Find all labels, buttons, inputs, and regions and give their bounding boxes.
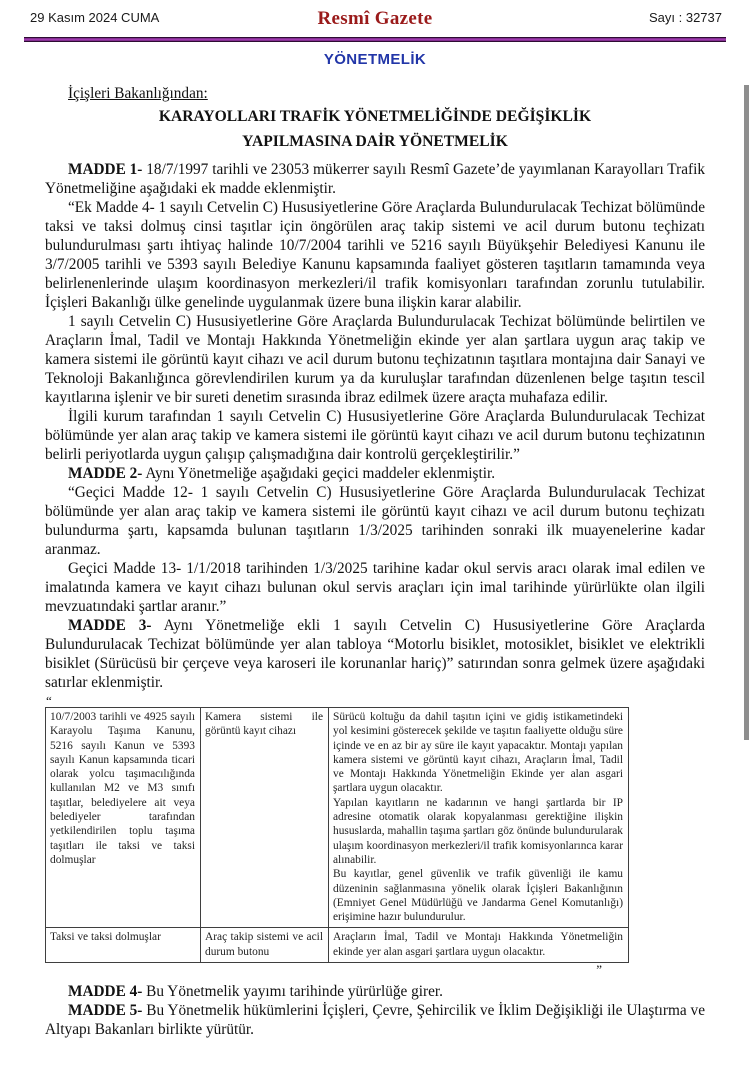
- article-label: MADDE 1-: [68, 161, 143, 178]
- paragraph-text: Bu Yönetmelik yayımı tarihinde yürürlüğe girer.: [142, 983, 443, 1001]
- vertical-scrollbar-thumb[interactable]: [744, 85, 749, 740]
- document-title-line-1: KARAYOLLARI TRAFİK YÖNETMELİĞİNDE DEĞİŞİKLİK: [158, 108, 592, 125]
- paragraph-gecici-12: [45, 483, 705, 559]
- paragraph-ek-madde-4: [45, 198, 705, 312]
- article-label: MADDE 4-: [68, 983, 143, 1001]
- paragraph-text: Aynı Yönetmeliğe aşağıdaki geçici maddeler eklenmiştir.: [142, 465, 496, 482]
- paragraph-madde-3: [45, 616, 705, 692]
- article-label: MADDE 3-: [68, 617, 152, 634]
- condition-paragraph: Bu kayıtlar, genel güvenlik ve trafik güvenliği ile kamu düzeninin sağlanmasına yönelik olarak İçişleri Bakanlığının (Emniyet Genel Müdürlüğü ve Jandarma Genel Komutanlığı) erişimine hazır bulundurulur.: [333, 868, 623, 924]
- article-label: MADDE 2-: [68, 465, 143, 482]
- paragraph-madde-2: [45, 464, 705, 483]
- document-body: [45, 84, 705, 692]
- conditions-cell: [329, 928, 629, 963]
- equipment-cell: Araç takip sistemi ve acil durum butonu: [201, 928, 329, 963]
- table-open-quote-mark: “: [46, 693, 52, 708]
- equipment-table: [45, 707, 629, 963]
- gazette-header: [0, 0, 750, 30]
- condition-paragraph: Sürücü koltuğu da dahil taşıtın içini ve gidiş istikametindeki yol kesimini gösterecek şekilde ve taşıtın faaliyette olduğu süre içinde ve en az bir ay süre ile kayıt yapacaktır. Montajı yapılan kamera sistemi ve görüntü kayıt cihazı, Araçların İmal, Tadil ve Montajı Hakkında Yönetmeliğin Ekinde yer alan asgari şartlara uygun olacaktır.: [333, 711, 623, 795]
- article-label: MADDE 5-: [68, 1002, 143, 1020]
- paragraph-madde-5: [45, 1001, 705, 1039]
- article-paragraphs: [45, 160, 705, 692]
- paragraph-text: İlgili kurum tarafından 1 sayılı Cetvelin C) Hususiyetlerine Göre Araçlarda Bulundurulacak Techizat bölümünde yer alan araç takip ve kamera sistemi ile görüntü kayıt cihazı ve acil durum butonu teçhizatının belirli periyotlarda uygun çalışıp çalışmadığına dair kontrolü gerçekleştirilir.”: [45, 408, 705, 463]
- table-close-quote-mark: ”: [596, 962, 602, 978]
- masthead-separator-rule: [24, 37, 726, 42]
- table-row-bus-taxi: [46, 708, 629, 928]
- vehicle-cell: Taksi ve taksi dolmuşlar: [46, 928, 201, 963]
- paragraph-text: Geçici Madde 13- 1/1/2018 tarihinden 1/3/2025 tarihine kadar okul servis aracı olarak imal edilen ve imalatında kamera ve kayıt cihazı bulunan okul servis araçları için imal tarihinde yürürlükte olan ilgili mevzuatındaki şartlar aranır.”: [45, 560, 705, 615]
- paragraph-cetvel: [45, 312, 705, 407]
- vehicle-cell: 10/7/2003 tarihli ve 4925 sayılı Karayolu Taşıma Kanunu, 5216 sayılı Kanun ve 5393 sayılı Kanun kapsamında ticari olarak yolcu taşımacılığında kullanılan M2 ve M3 sınıfı taşıtlar, belediyelere ait veya belediyeler tarafından yetkilendirilen toplu taşıma taşıtları ile taksi ve taksi dolmuşlar: [46, 708, 201, 928]
- condition-paragraph: Araçların İmal, Tadil ve Montajı Hakkında Yönetmeliğin ekinde yer alan asgari şartlara uygun olacaktır.: [333, 931, 623, 958]
- closing-articles: [45, 982, 705, 1039]
- paragraph-text: Bu Yönetmelik hükümlerini İçişleri, Çevre, Şehircilik ve İklim Değişikliği ile Ulaştırma ve Altyapı Bakanları birlikte yürütür.: [45, 1002, 705, 1039]
- paragraph-text: “Ek Madde 4- 1 sayılı Cetvelin C) Hususiyetlerine Göre Araçlarda Bulundurulacak Techizat bölümünde taksi ve taksi dolmuş cinsi taşıtlar için öngörülen araç takip sistemi ve acil durum butonu teçhizatı bulundurulması şartı ihtiyaç halinde 10/7/2004 tarihli ve 5216 sayılı Büyükşehir Belediyesi Kanunu ile 3/7/2005 tarihli ve 5393 sayılı Belediye Kanunu kapsamında faaliyet gösteren taşıtların tamamında veya belirlenenlerinde ulaşım koordinasyon merkezleri/il trafik komisyonları tarafından zorunlu tutulabilir. İçişleri Bakanlığı ülke genelinde uygulanmak üzere buna ilişkin karar alabilir.: [45, 199, 705, 311]
- equipment-cell: Kamera sistemi ile görüntü kayıt cihazı: [201, 708, 329, 928]
- paragraph-text: “Geçici Madde 12- 1 sayılı Cetvelin C) Hususiyetlerine Göre Araçlarda Bulundurulacak Techizat bölümünde yer alan araç takip ve kamera sistemi ile görüntü kayıt cihazı ve acil durum butonu teçhizatı bulundurma şartı, kapsamda bulunan taşıtların 1/3/2025 tarihinden sonraki ilk muayenelerine kadar aranmaz.: [45, 484, 705, 558]
- paragraph-madde-1: [45, 160, 705, 198]
- issuer-line: İçişleri Bakanlığından:: [68, 85, 208, 102]
- paragraph-ilgili-kurum: [45, 407, 705, 464]
- conditions-cell: [329, 708, 629, 928]
- paragraph-text: Aynı Yönetmeliğe ekli 1 sayılı Cetvelin C) Hususiyetlerine Göre Araçlarda Bulundurulacak Techizat bölümünde yer alan tabloya “Motorlu bisiklet, motosiklet, bisiklet ve elektrikli bisiklet (Sürücüsü bir çerçeve veya karoseri ile korunanlar hariç)” satırından sonra gelmek üzere aşağıdaki satırlar eklenmiştir.: [45, 617, 705, 691]
- gazette-date: 29 Kasım 2024 CUMA: [30, 10, 160, 25]
- table-row-taxi: [46, 928, 629, 963]
- paragraph-madde-4: [45, 982, 705, 1001]
- document-title-line-2: YAPILMASINA DAİR YÖNETMELİK: [242, 133, 508, 150]
- gazette-masthead: Resmî Gazete: [317, 8, 433, 29]
- gazette-issue-number: Sayı : 32737: [649, 10, 722, 25]
- condition-paragraph: Yapılan kayıtların ne kadarının ve hangi şartlarda bir IP adresine otomatik olarak kopyalanması gerektiğine ilişkin hususlarda, mahallin taşıma şartları göz önünde bulundurularak ulaşım koordinasyon merkezleri/il trafik komisyonlarınca karar alınabilir.: [333, 796, 623, 866]
- section-heading: YÖNETMELİK: [323, 51, 427, 68]
- paragraph-gecici-13: [45, 559, 705, 616]
- paragraph-text: 18/7/1997 tarihli ve 23053 mükerrer sayılı Resmî Gazete’de yayımlanan Karayolları Trafik Yönetmeliğine aşağıdaki ek madde eklenmiştir.: [45, 161, 705, 197]
- paragraph-text: 1 sayılı Cetvelin C) Hususiyetlerine Göre Araçlarda Bulundurulacak Techizat bölümünde belirtilen ve Araçların İmal, Tadil ve Montajı Hakkında Yönetmeliğin ekinde yer alan şartlara uygun araç takip ve kamera sistemi ile görüntü kayıt cihazı ve acil durum butonu teçhizatının taşıtlara montajına dair Sanayi ve Teknoloji Bakanlığınca görevlendirilen kurum ya da kuruluşlar tarafından düzenlenen belge taşıtın tescil kayıtlarına işlenir ve bir sureti denetim sırasında ibraz edilmek üzere araçta muhafaza edilir.: [45, 313, 705, 406]
